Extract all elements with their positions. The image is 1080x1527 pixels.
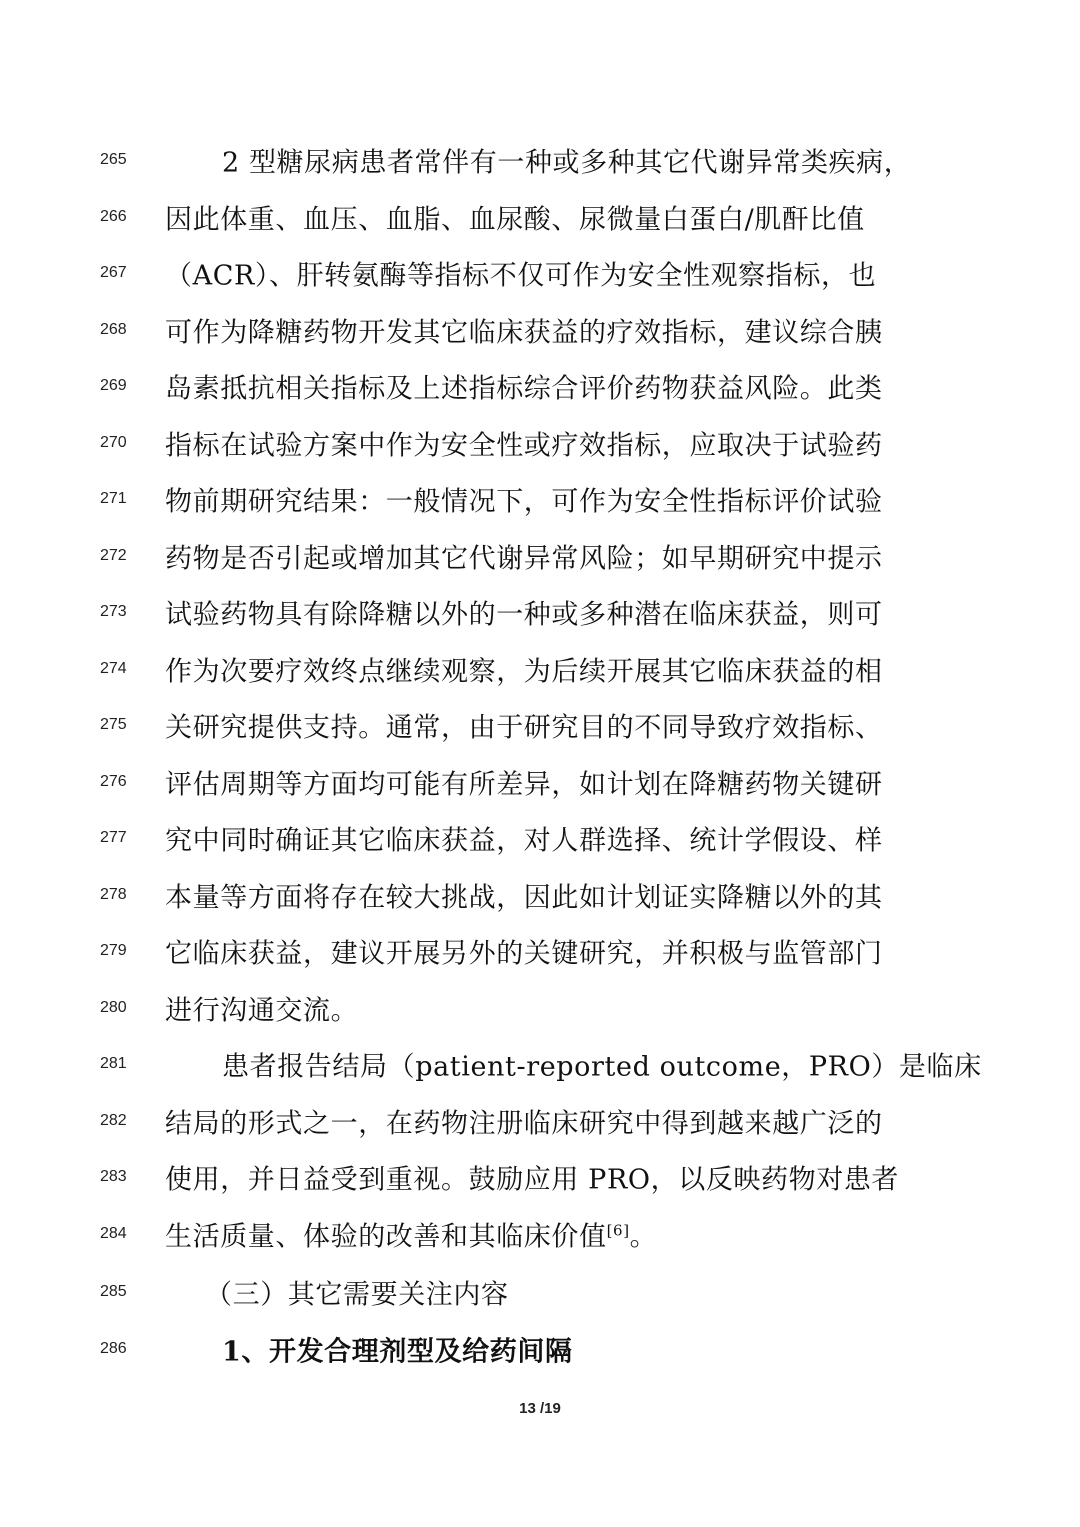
- line-text: 关研究提供支持。通常，由于研究目的不同导致疗效指标、: [165, 712, 883, 744]
- line-number: 283: [100, 1168, 127, 1185]
- line-number: 273: [100, 603, 127, 620]
- line-number: 278: [100, 886, 127, 903]
- line-text-body: 生活质量、体验的改善和其临床价值: [165, 1221, 607, 1253]
- document-line: [0, 810, 1080, 866]
- line-number: 275: [100, 716, 127, 733]
- line-text: 使用，并日益受到重视。鼓励应用 PRO，以反映药物对患者: [165, 1164, 900, 1196]
- line-text: [165, 1215, 657, 1254]
- line-text: 药物是否引起或增加其它代谢异常风险；如早期研究中提示: [165, 543, 883, 575]
- section-heading-line: [0, 1264, 1080, 1320]
- document-line: [0, 471, 1080, 527]
- line-text: 因此体重、血压、血脂、血尿酸、尿微量白蛋白/肌酐比值: [165, 204, 865, 236]
- line-text: 究中同时确证其它临床获益，对人群选择、统计学假设、样: [165, 825, 883, 857]
- line-number: 282: [100, 1112, 127, 1129]
- line-number: 266: [100, 208, 127, 225]
- document-line: [0, 245, 1080, 301]
- line-text: 试验药物具有除降糖以外的一种或多种潜在临床获益，则可: [165, 599, 883, 631]
- document-line: [0, 302, 1080, 358]
- line-number: 281: [100, 1055, 127, 1072]
- document-line: [0, 754, 1080, 810]
- document-line: [0, 641, 1080, 697]
- line-number: 268: [100, 321, 127, 338]
- document-line: [0, 1206, 1080, 1262]
- subsection-heading: 1、开发合理剂型及给药间隔: [222, 1336, 573, 1368]
- line-text: 岛素抵抗相关指标及上述指标综合评价药物获益风险。此类: [165, 373, 883, 405]
- line-text: 它临床获益，建议开展另外的关键研究，并积极与监管部门: [165, 938, 883, 970]
- line-number: 279: [100, 942, 127, 959]
- line-text: 本量等方面将存在较大挑战，因此如计划证实降糖以外的其: [165, 882, 883, 914]
- document-line: [0, 415, 1080, 471]
- document-line: [0, 980, 1080, 1036]
- document-line: [0, 528, 1080, 584]
- line-number: 286: [100, 1340, 127, 1357]
- line-number: 272: [100, 547, 127, 564]
- document-line: [0, 1036, 1080, 1092]
- document-line: [0, 584, 1080, 640]
- document-line: [0, 132, 1080, 188]
- document-line: [0, 189, 1080, 245]
- line-text-tail: 。: [629, 1221, 658, 1253]
- subsection-heading-line: [0, 1321, 1080, 1377]
- line-number: 270: [100, 434, 127, 451]
- line-number: 265: [100, 151, 127, 168]
- line-text: 指标在试验方案中作为安全性或疗效指标，应取决于试验药: [165, 430, 883, 462]
- document-line: [0, 923, 1080, 979]
- page-number: 13 /19: [519, 1400, 561, 1417]
- line-text: 患者报告结局（patient-reported outcome，PRO）是临床: [222, 1051, 982, 1083]
- line-number: 269: [100, 377, 127, 394]
- document-line: [0, 358, 1080, 414]
- document-line: [0, 867, 1080, 923]
- line-number: 280: [100, 999, 127, 1016]
- line-text: （ACR）、肝转氨酶等指标不仅可作为安全性观察指标，也: [165, 260, 877, 292]
- line-text: 结局的形式之一，在药物注册临床研究中得到越来越广泛的: [165, 1108, 883, 1140]
- line-text: 评估周期等方面均可能有所差异，如计划在降糖药物关键研: [165, 769, 883, 801]
- line-text: 可作为降糖药物开发其它临床获益的疗效指标，建议综合胰: [165, 317, 883, 349]
- line-number: 274: [100, 660, 127, 677]
- line-number: 284: [100, 1225, 127, 1242]
- line-text: 进行沟通交流。: [165, 995, 359, 1027]
- line-number: 285: [100, 1283, 127, 1300]
- document-line: [0, 1149, 1080, 1205]
- line-text: 作为次要疗效终点继续观察，为后续开展其它临床获益的相: [165, 656, 883, 688]
- citation-reference: [6]: [606, 1221, 630, 1240]
- line-text: 物前期研究结果：一般情况下，可作为安全性指标评价试验: [165, 486, 883, 518]
- line-number: 276: [100, 773, 127, 790]
- line-number: 277: [100, 829, 127, 846]
- line-text: 2 型糖尿病患者常伴有一种或多种其它代谢异常类疾病，: [222, 147, 912, 179]
- line-number: 271: [100, 490, 127, 507]
- document-line: [0, 697, 1080, 753]
- section-heading: （三）其它需要关注内容: [205, 1279, 509, 1311]
- line-number: 267: [100, 264, 127, 281]
- document-line: [0, 1093, 1080, 1149]
